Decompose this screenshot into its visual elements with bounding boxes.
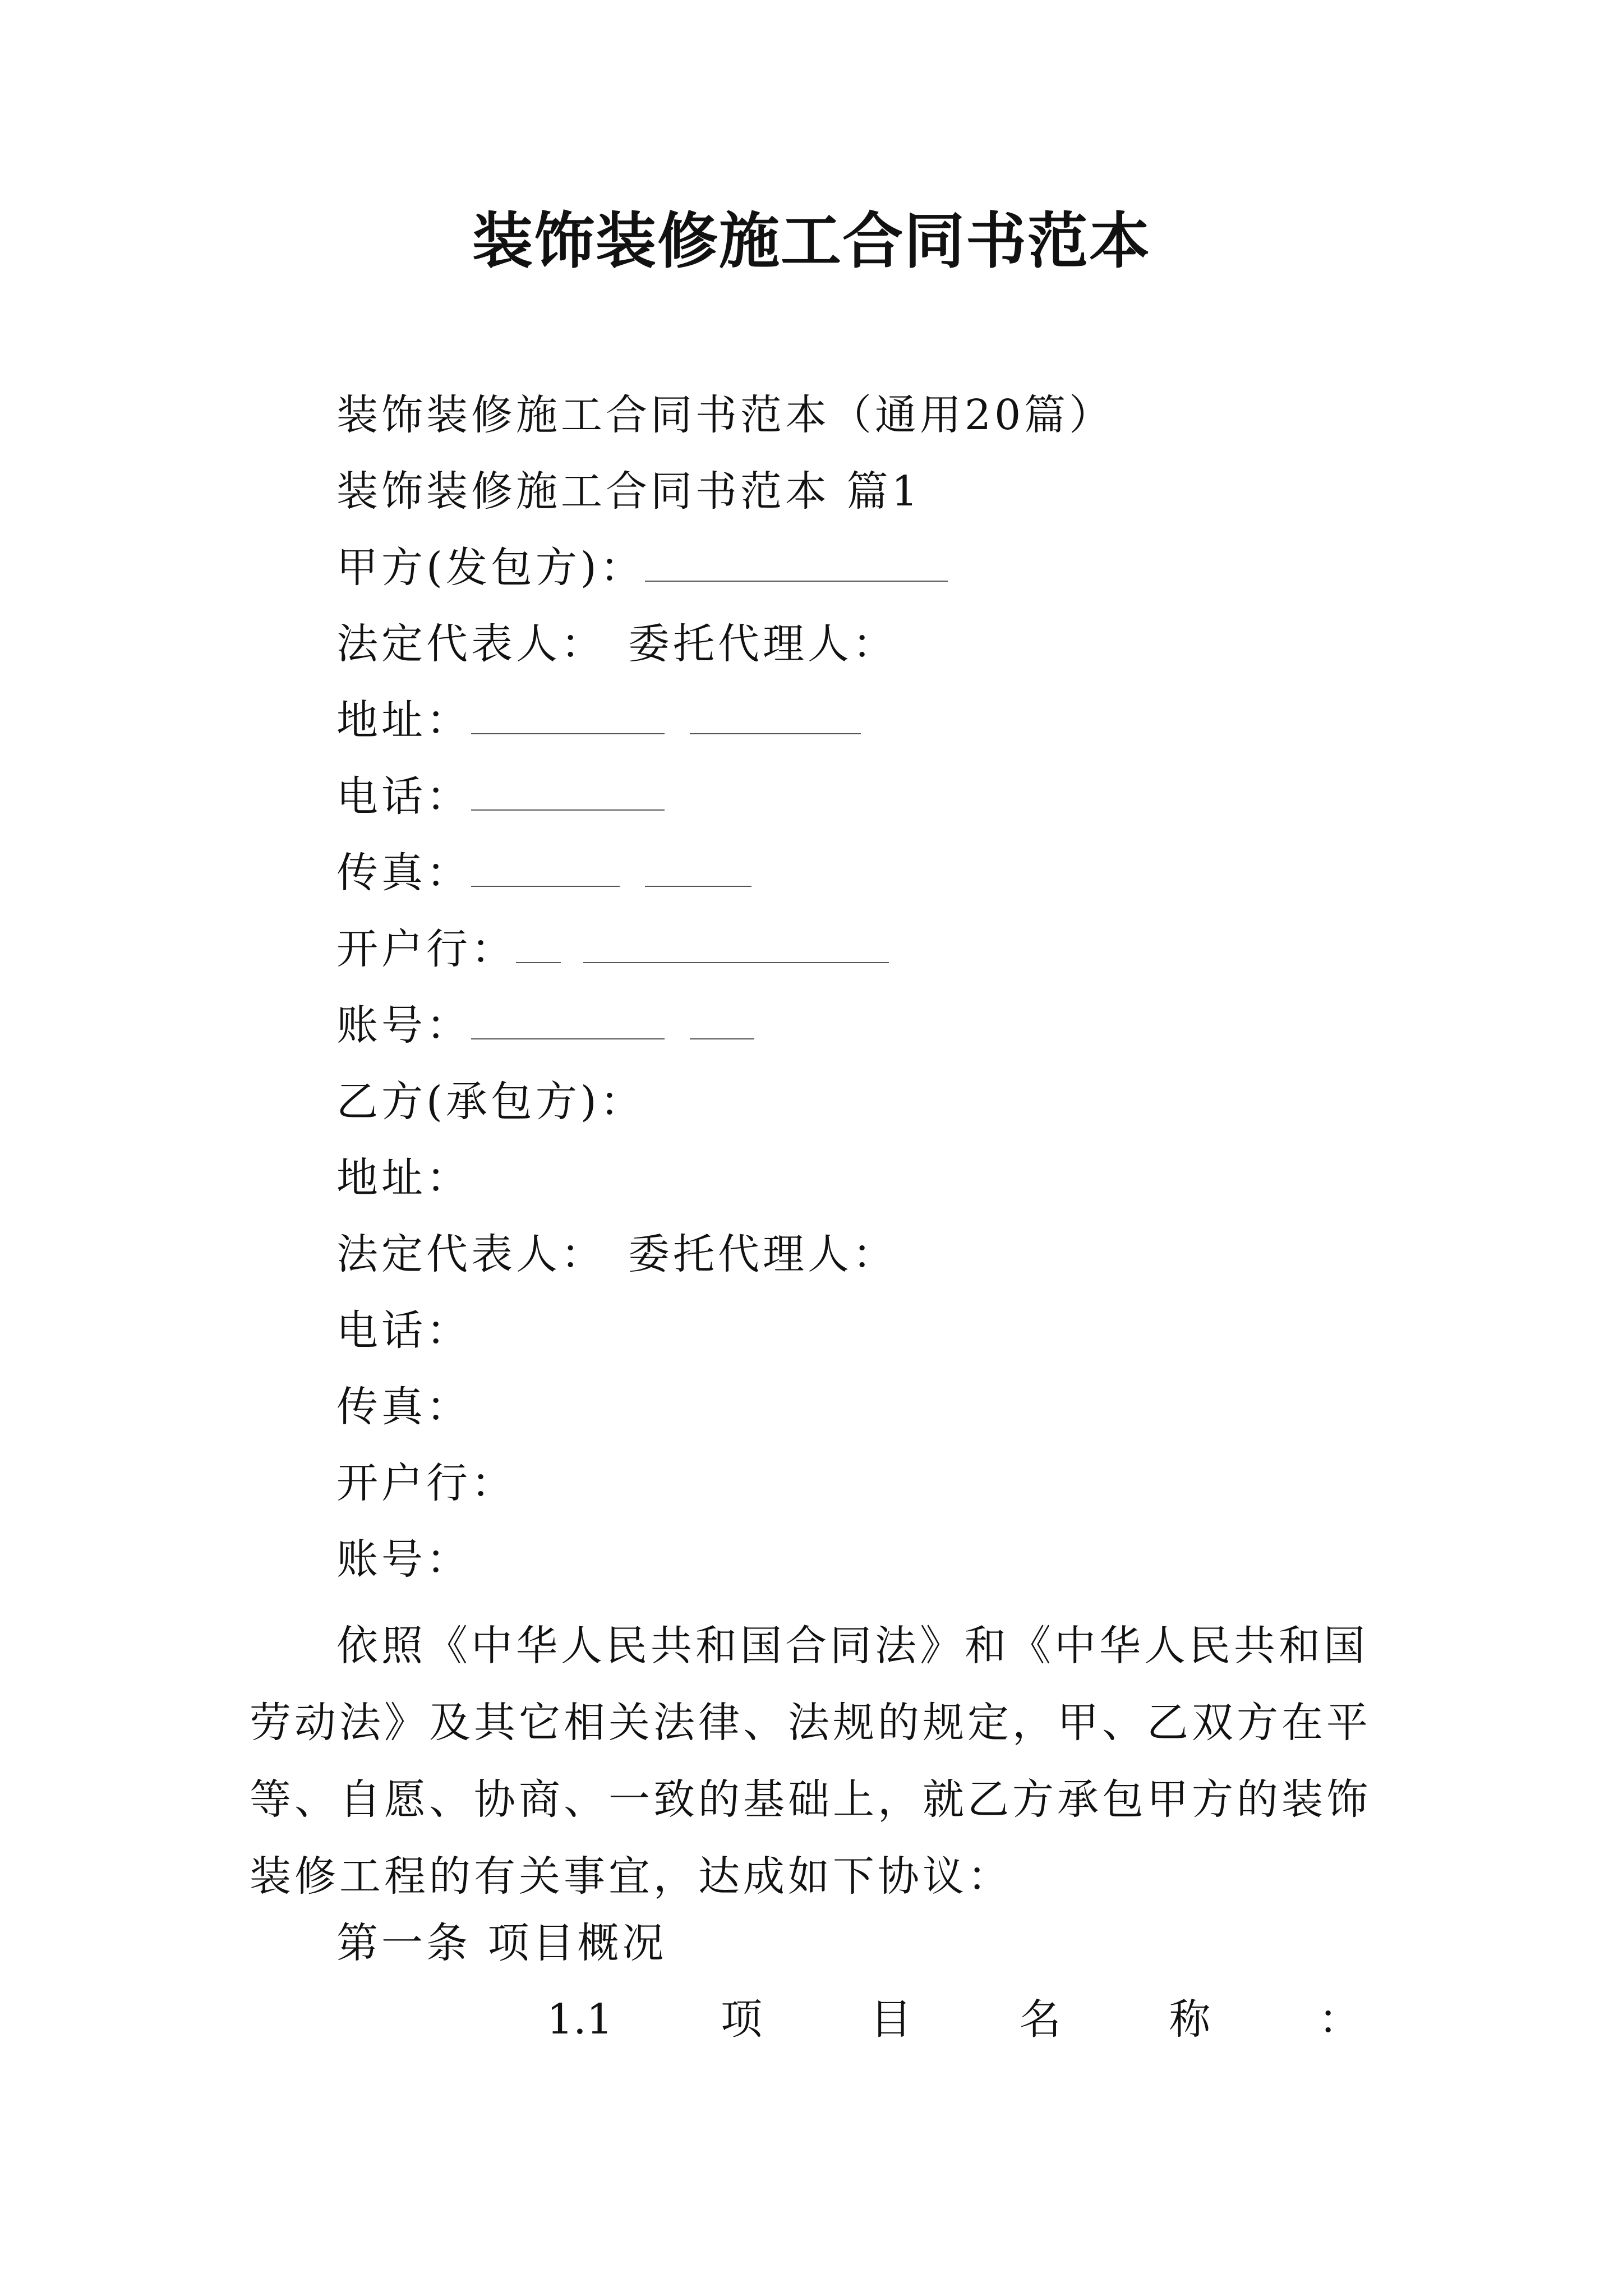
- party-b-name-label: 乙方(承包方)：: [336, 1078, 645, 1126]
- party-b-bank-label: 开户行：: [336, 1459, 516, 1507]
- party-a-rep-label: 法定代表人：: [336, 620, 606, 668]
- item-1-1-char: 称: [1169, 1995, 1211, 2044]
- party-a-bank-row: [336, 921, 889, 977]
- party-a-phone-blank[interactable]: [471, 776, 665, 811]
- item-1-1-char: 目: [870, 1995, 912, 2044]
- item-1-1-char: 项: [721, 1995, 763, 2044]
- party-b-rep-row: [336, 1226, 897, 1282]
- party-a-account-label: 账号：: [336, 1001, 471, 1050]
- party-b-rep-label: 法定代表人：: [336, 1230, 606, 1278]
- party-a-agent-label: 委托代理人：: [628, 620, 897, 668]
- party-a-name-blank[interactable]: [645, 547, 948, 582]
- party-b-phone-label: 电话：: [336, 1306, 471, 1355]
- party-b-account-label: 账号：: [336, 1535, 471, 1584]
- article-1-heading: 第一条 项目概况: [336, 1919, 667, 1967]
- party-a-account-blank-1[interactable]: [471, 1005, 665, 1039]
- party-a-bank-blank-1[interactable]: [516, 928, 561, 963]
- party-a-address-row: [336, 692, 861, 748]
- party-a-bank-label: 开户行：: [336, 925, 516, 973]
- party-a-rep-row: [336, 616, 897, 672]
- party-a-fax-row: [336, 845, 751, 901]
- party-a-fax-blank-1[interactable]: [471, 852, 620, 887]
- party-b-address-label: 地址：: [336, 1154, 471, 1202]
- item-1-1-number: 1.1: [547, 1995, 613, 2044]
- party-a-account-row: [336, 997, 754, 1053]
- item-1-1-char: 名: [1020, 1995, 1062, 2044]
- party-a-address-label: 地址：: [336, 696, 471, 744]
- party-a-bank-blank-2[interactable]: [583, 928, 889, 963]
- party-a-phone-label: 电话：: [336, 772, 471, 821]
- party-a-name-row: [336, 540, 948, 596]
- party-b-fax-label: 传真：: [336, 1383, 471, 1431]
- section-heading: 装饰装修施工合同书范本 篇1: [336, 467, 921, 516]
- party-a-account-blank-2[interactable]: [690, 1005, 754, 1039]
- document-title: 装饰装修施工合同书范本: [472, 206, 1151, 277]
- intro-paragraph: [250, 1608, 1399, 1915]
- party-a-fax-blank-2[interactable]: [645, 852, 751, 887]
- party-a-address-blank-2[interactable]: [690, 700, 861, 734]
- subtitle: 装饰装修施工合同书范本（通用20篇）: [336, 391, 1114, 439]
- item-1-1-row: [547, 1991, 1360, 2047]
- party-b-agent-label: 委托代理人：: [628, 1230, 897, 1278]
- item-1-1-colon: ：: [1318, 1995, 1360, 2044]
- party-a-address-blank-1[interactable]: [471, 700, 665, 734]
- party-a-name-label: 甲方(发包方)：: [336, 544, 645, 592]
- party-a-fax-label: 传真：: [336, 849, 471, 897]
- intro-paragraph-text: 依照《中华人民共和国合同法》和《中华人民共和国劳动法》及其它相关法律、法规的规定，甲、乙双方在平等、自愿、协商、一致的基础上，就乙方承包甲方的装饰装修工程的有关事宜，达成如下协议：: [250, 1622, 1371, 1901]
- party-a-phone-row: [336, 769, 665, 825]
